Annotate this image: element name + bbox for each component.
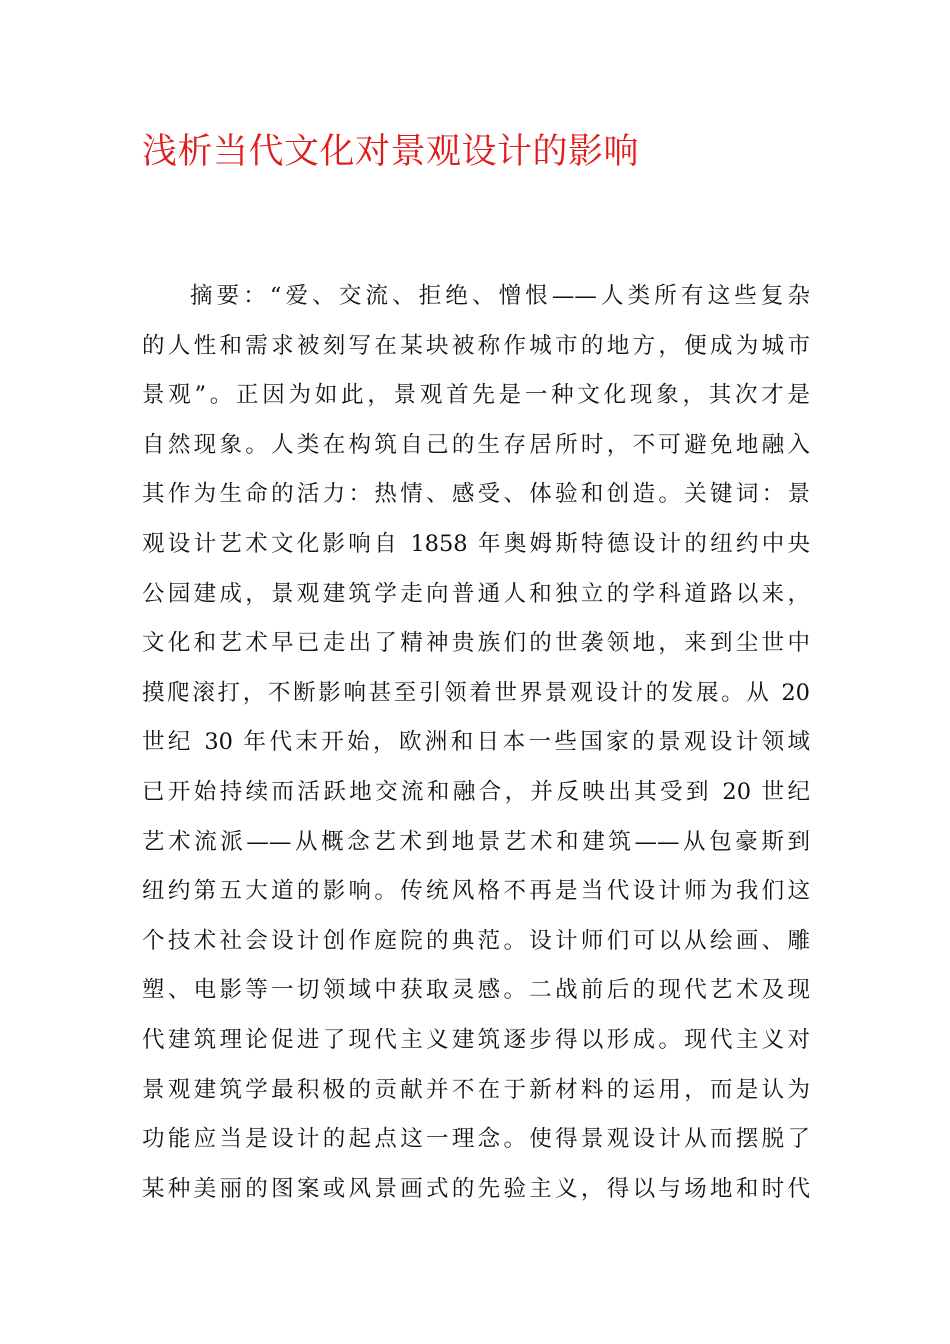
abstract-paragraph xyxy=(142,272,810,1214)
document-title: 浅析当代文化对景观设计的影响 xyxy=(142,132,640,172)
paragraph-line: 景观建筑学最积极的贡献并不在于新材料的运用，而是认为 xyxy=(142,1076,810,1103)
paragraph-line: 代建筑理论促进了现代主义建筑逐步得以形成。现代主义对 xyxy=(142,1026,810,1053)
paragraph-line: 塑、电影等一切领域中获取灵感。二战前后的现代艺术及现 xyxy=(142,977,810,1004)
paragraph-line: 艺术流派——从概念艺术到地景艺术和建筑——从包豪斯到 xyxy=(142,828,810,855)
paragraph-line: 其作为生命的活力：热情、感受、体验和创造。关键词：景 xyxy=(142,481,810,508)
paragraph-line: 的人性和需求被刻写在某块被称作城市的地方，便成为城市 xyxy=(142,332,810,359)
paragraph-line: 文化和艺术早已走出了精神贵族们的世袭领地，来到尘世中 xyxy=(142,630,810,657)
paragraph-line: 已开始持续而活跃地交流和融合，并反映出其受到 20 世纪 xyxy=(142,778,810,805)
paragraph-line: 摘要：“爱、交流、拒绝、憎恨——人类所有这些复杂 xyxy=(190,283,810,309)
paragraph-line: 公园建成，景观建筑学走向普通人和独立的学科道路以来， xyxy=(142,580,810,607)
paragraph-line: 摸爬滚打，不断影响甚至引领着世界景观设计的发展。从 20 xyxy=(142,679,810,706)
paragraph-line: 功能应当是设计的起点这一理念。使得景观设计从而摆脱了 xyxy=(142,1126,810,1153)
paragraph-line: 世纪 30 年代末开始，欧洲和日本一些国家的景观设计领域 xyxy=(142,729,810,756)
paragraph-line: 个技术社会设计创作庭院的典范。设计师们可以从绘画、雕 xyxy=(142,927,810,954)
paragraph-line: 观设计艺术文化影响自 1858 年奥姆斯特德设计的纽约中央 xyxy=(142,530,810,557)
paragraph-line: 某种美丽的图案或风景画式的先验主义，得以与场地和时代 xyxy=(142,1175,810,1202)
paragraph-line: 景观”。正因为如此，景观首先是一种文化现象，其次才是 xyxy=(142,382,810,409)
paragraph-line: 自然现象。人类在构筑自己的生存居所时，不可避免地融入 xyxy=(142,431,810,458)
paragraph-line: 纽约第五大道的影响。传统风格不再是当代设计师为我们这 xyxy=(142,878,810,905)
